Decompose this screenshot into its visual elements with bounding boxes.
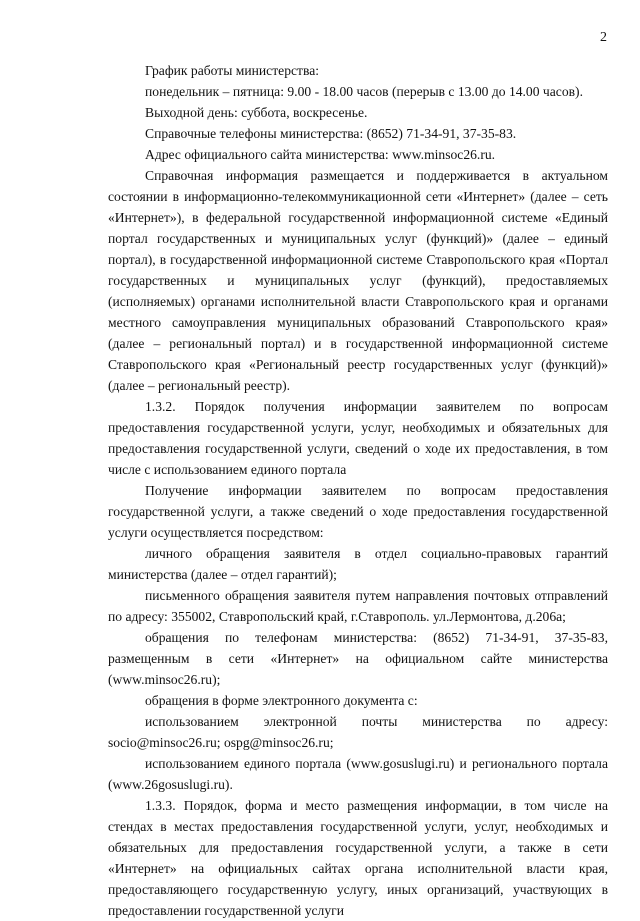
paragraph: письменного обращения заявителя путем направления почтовых отправлений по адресу: 355002, Ставропольский край, г.Ставрополь. ул.Лермонтова, д.206а;: [108, 588, 608, 624]
paragraph: 1.3.2. Порядок получения информации заявителем по вопросам предоставления государственной услуги, услуг, необходимых и обязательных для предоставления государственной услуги, сведений о ходе их предоставления, в том числе с использованием единого портала: [108, 399, 608, 477]
page-number: 2: [600, 30, 607, 45]
paragraph: Адрес официального сайта министерства: www.minsoc26.ru.: [145, 147, 496, 162]
paragraph: обращения по телефонам министерства: (8652) 71-34-91, 37-35-83, размещенным в сети «Интернет» на официальном сайте министерства (www.minsoc26.ru);: [108, 630, 608, 687]
paragraph: Получение информации заявителем по вопросам предоставления государственной услуги, а также сведений о ходе предоставления государственной услуги осуществляется посредством:: [108, 483, 608, 540]
paragraph: использованием электронной почты министерства по адресу: socio@minsoc26.ru; ospg@minsoc26.ru;: [108, 714, 608, 750]
paragraph: 1.3.3. Порядок, форма и место размещения информации, в том числе на стендах в местах предоставления государственной услуги, услуг, необходимых и обязательных для предоставления государственной услуги, а также в сети «Интернет» на официальных сайтах органа исполнительной власти края, предоставляющего государственную услугу, иных организаций, участвующих в предоставлении государственной услуги: [108, 798, 608, 918]
paragraph: обращения в форме электронного документа с:: [145, 693, 418, 708]
paragraph: Справочные телефоны министерства: (8652) 71-34-91, 37-35-83.: [145, 126, 517, 141]
paragraph: Справочная информация размещается и поддерживается в актуальном состоянии в информационно-телекоммуникационной сети «Интернет» (далее – сеть «Интернет»), в федеральной государственной информационной системе «Единый портал государственных и муниципальных услуг (функций)» (далее – единый портал), в государственной информационной системе Ставропольского края «Портал государственных и муниципальных услуг (функций), предоставляемых (исполняемых) органами исполнительной власти Ставропольского края и органами местного самоуправления муниципальных образований Ставропольского края» (далее – региональный портал) и в государственной информационной системе Ставропольского края «Региональный реестр государственных услуг (функций)» (далее – региональный реестр).: [108, 168, 608, 393]
document-body: [108, 60, 608, 921]
paragraph: Выходной день: суббота, воскресенье.: [145, 105, 368, 120]
paragraph: График работы министерства:: [145, 63, 320, 78]
paragraph: понедельник – пятница: 9.00 - 18.00 часов (перерыв с 13.00 до 14.00 часов).: [145, 84, 583, 99]
paragraph: использованием единого портала (www.gosuslugi.ru) и регионального портала (www.26gosuslugi.ru).: [108, 756, 608, 792]
paragraph: личного обращения заявителя в отдел социально-правовых гарантий министерства (далее – отдел гарантий);: [108, 546, 608, 582]
